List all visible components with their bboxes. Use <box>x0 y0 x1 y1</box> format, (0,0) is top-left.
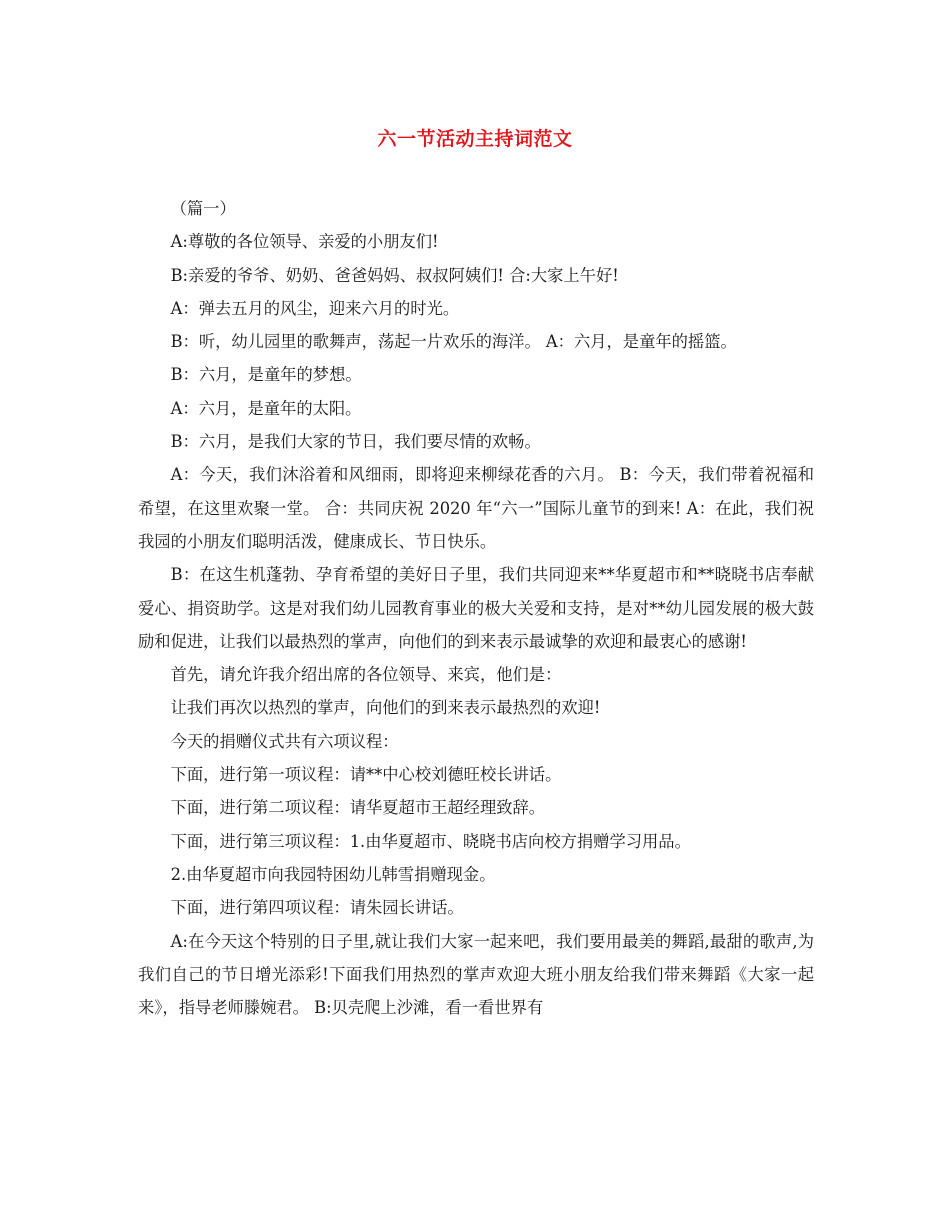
paragraph: A：今天，我们沐浴着和风细雨，即将迎来柳绿花香的六月。 B：今天，我们带着祝福和希望，在这里欢聚一堂。 合：共同庆祝 2020 年“六一”国际儿童节的到来! A：在此，我们祝我园的小朋友们聪明活泼，健康成长、节日快乐。 <box>138 465 814 551</box>
paragraph: A:尊敬的各位领导、亲爱的小朋友们! <box>170 232 439 252</box>
paragraph: A：弹去五月的风尘，迎来六月的时光。 <box>170 298 460 318</box>
paragraph: 下面，进行第二项议程：请华夏超市王超经理致辞。 <box>170 798 546 818</box>
paragraph: A：六月，是童年的太阳。 <box>170 398 362 418</box>
paragraph: B：六月，是我们大家的节日，我们要尽情的欢畅。 <box>170 432 541 452</box>
paragraph: （篇一） <box>170 199 236 218</box>
paragraph: B：六月，是童年的梦想。 <box>170 365 362 385</box>
paragraph: B:亲爱的爷爷、奶奶、爸爸妈妈、叔叔阿姨们! 合:大家上午好! <box>170 265 619 285</box>
document-body <box>138 192 814 1024</box>
paragraph: B：在这生机蓬勃、孕育希望的美好日子里，我们共同迎来**华夏超市和**晓晓书店奉献爱心、捐资助学。这是对我们幼儿园教育事业的极大关爱和支持，是对**幼儿园发展的极大鼓励和促进，让我们以最热烈的掌声，向他们的到来表示最诚挚的欢迎和最衷心的感谢! <box>138 565 814 651</box>
document-title: 六一节活动主持词范文 <box>377 128 573 150</box>
paragraph: 首先，请允许我介绍出席的各位领导、来宾，他们是： <box>170 665 562 685</box>
paragraph: 2.由华夏超市向我园特困幼儿韩雪捐赠现金。 <box>170 864 496 884</box>
paragraph: 下面，进行第三项议程：1.由华夏超市、晓晓书店向校方捐赠学习用品。 <box>170 831 691 851</box>
paragraph: 下面，进行第一项议程：请**中心校刘德旺校长讲话。 <box>170 765 562 785</box>
paragraph: 让我们再次以热烈的掌声，向他们的到来表示最热烈的欢迎! <box>170 698 601 718</box>
paragraph: 今天的捐赠仪式共有六项议程： <box>170 731 399 751</box>
paragraph: A:在今天这个特别的日子里,就让我们大家一起来吧，我们要用最美的舞蹈,最甜的歌声,为我们自己的节日增光添彩!下面我们用热烈的掌声欢迎大班小朋友给我们带来舞蹈《大家一起来》，指导老师滕婉君。 B:贝壳爬上沙滩，看一看世界有 <box>138 931 814 1018</box>
paragraph: B：听，幼儿园里的歌舞声，荡起一片欢乐的海洋。 A：六月，是童年的摇篮。 <box>170 332 737 352</box>
paragraph: 下面，进行第四项议程：请朱园长讲话。 <box>170 898 464 918</box>
